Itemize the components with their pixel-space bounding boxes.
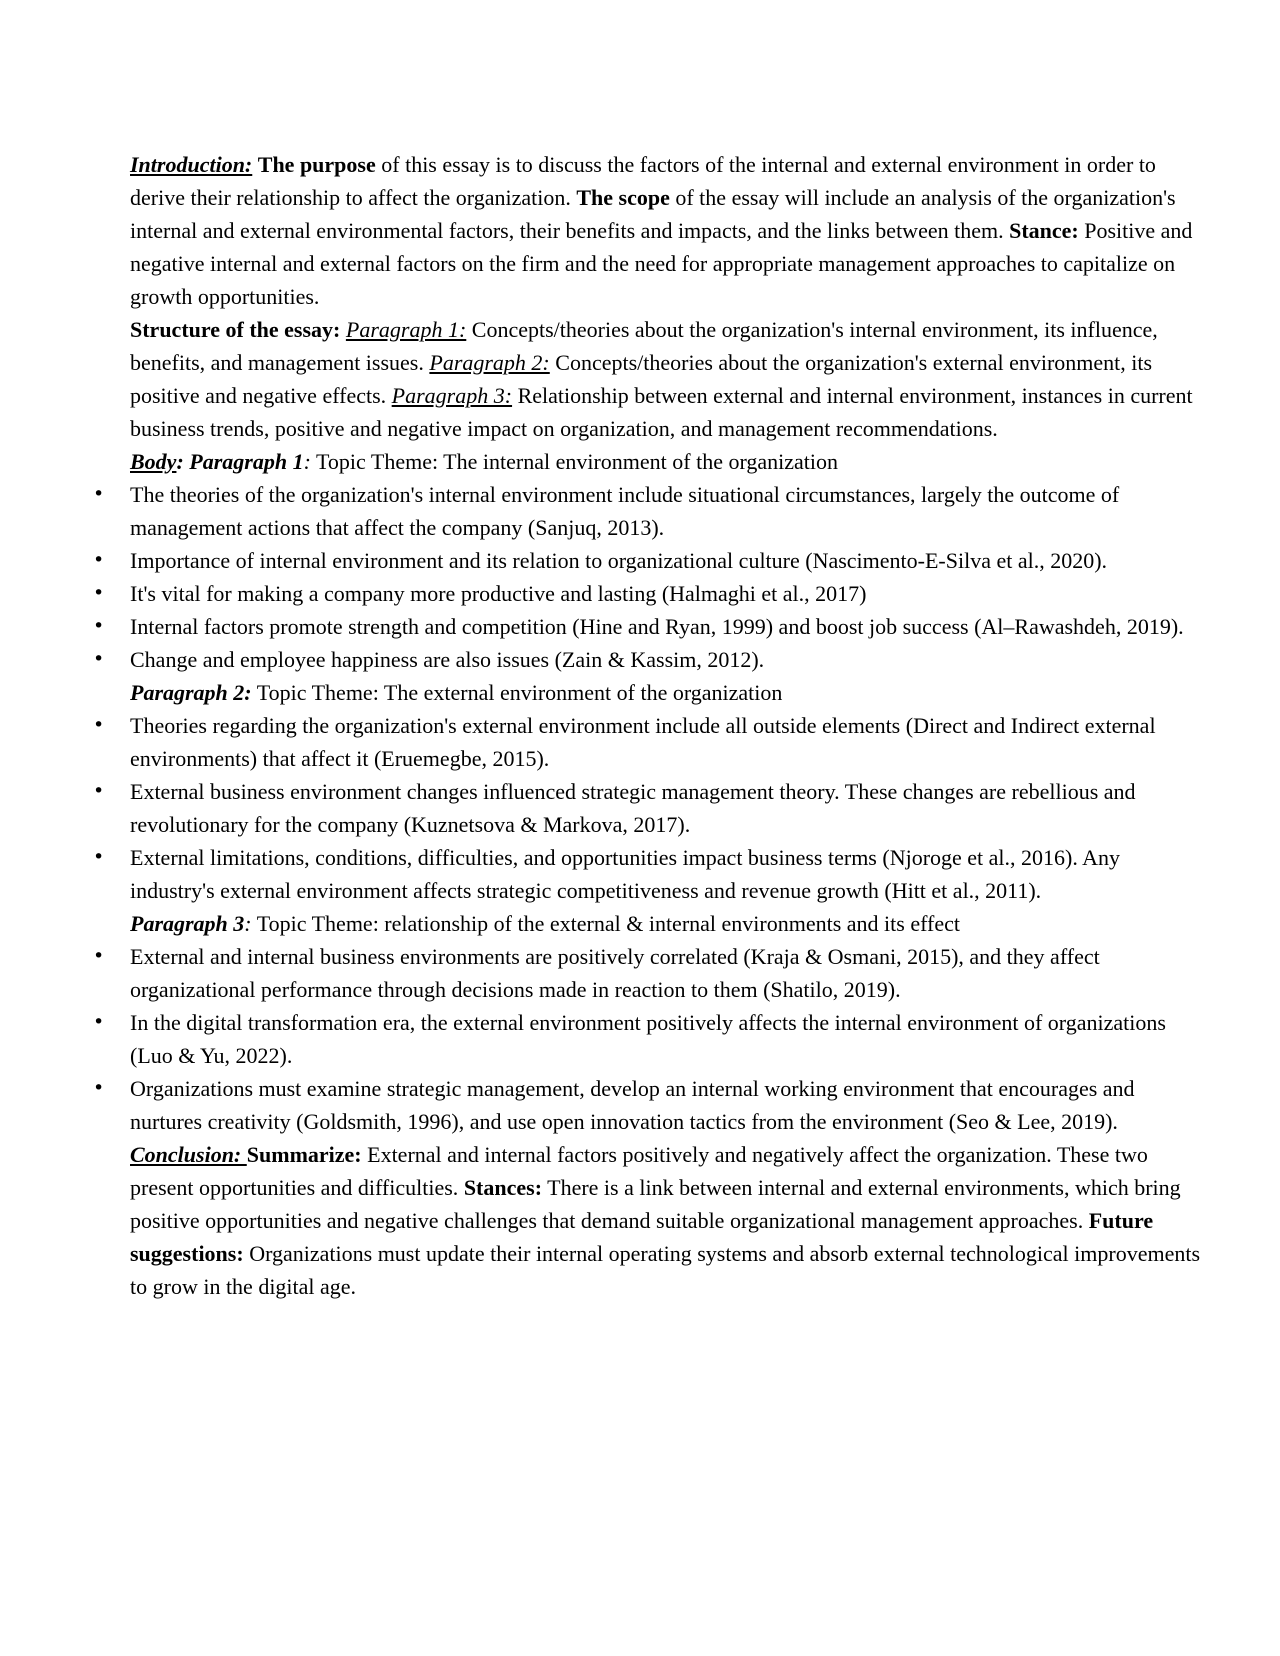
stance-label: Stance: xyxy=(1009,218,1079,243)
list-item: • External and internal business environments are positively correlated (Kraja & Osmani, 2015), and they affect organizational performance through decisions made in reaction to them (Shatilo, 2019). xyxy=(130,940,1210,1006)
structure-paragraph-1-label: Paragraph 1: xyxy=(345,317,467,342)
body-paragraph-2-theme xyxy=(130,676,1210,709)
scope-text: of the essay will include an analysis of the organization's internal and external environmental factors, their benefits and impacts, and the links between them. xyxy=(130,185,1176,243)
structure-label: Structure of the essay: xyxy=(130,317,341,342)
conclusion-heading: Conclusion: xyxy=(130,1142,247,1167)
structure-paragraph-3-label: Paragraph 3: xyxy=(391,383,513,408)
conclusion-paragraph xyxy=(130,1138,1210,1303)
paragraph-1-colon: : xyxy=(303,449,311,474)
summarize-label: Summarize: xyxy=(246,1142,362,1167)
stances-text: There is a link between internal and external environments, which bring positive opportunities and negative challenges that demand suitable organizational management approaches. xyxy=(130,1175,1181,1233)
introduction-paragraph xyxy=(130,148,1210,313)
future-suggestions-label: Future suggestions: xyxy=(130,1208,1154,1266)
purpose-label: The purpose xyxy=(257,152,376,177)
paragraph-3-label: Paragraph 3 xyxy=(130,911,245,936)
body-heading: Body xyxy=(130,449,177,474)
paragraph-2-label: Paragraph 2: xyxy=(130,680,252,705)
paragraph-3-colon: : xyxy=(244,911,252,936)
paragraph-3-bullets xyxy=(130,940,1210,1138)
essay-outline xyxy=(130,148,1210,1303)
body-paragraph-3-theme xyxy=(130,907,1210,940)
paragraph-1-theme: Topic Theme: The internal environment of the organization xyxy=(310,449,839,474)
list-item: • External limitations, conditions, difficulties, and opportunities impact business terms (Njoroge et al., 2016). Any industry's external environment affects strategic competitiveness and revenue growth (Hitt et al., 2011). xyxy=(130,841,1210,907)
body-paragraph-1-theme xyxy=(130,445,1210,478)
list-item: • The theories of the organization's internal environment include situational circumstances, largely the outcome of management actions that affect the company (Sanjuq, 2013). xyxy=(130,478,1210,544)
purpose-text: of this essay is to discuss the factors of the internal and external environment in order to derive their relationship to affect the organization. xyxy=(130,152,1156,210)
structure-paragraph xyxy=(130,313,1210,445)
introduction-heading: Introduction: xyxy=(130,152,253,177)
list-item: • Importance of internal environment and its relation to organizational culture (Nascimento-E-Silva et al., 2020). xyxy=(130,544,1210,577)
list-item: • Internal factors promote strength and competition (Hine and Ryan, 1999) and boost job success (Al–Rawashdeh, 2019). xyxy=(130,610,1210,643)
future-suggestions-text: Organizations must update their internal operating systems and absorb external technological improvements to grow in the digital age. xyxy=(130,1241,1201,1299)
list-item: • It's vital for making a company more productive and lasting (Halmaghi et al., 2017) xyxy=(130,577,1210,610)
structure-paragraph-2-text: Concepts/theories about the organization's external environment, its positive and negative effects. xyxy=(130,350,1153,408)
paragraph-3-theme: Topic Theme: relationship of the external & internal environments and its effect xyxy=(251,911,960,936)
list-item: • Change and employee happiness are also issues (Zain & Kassim, 2012). xyxy=(130,643,1210,676)
list-item: • Organizations must examine strategic management, develop an internal working environment that encourages and nurtures creativity (Goldsmith, 1996), and use open innovation tactics from the environment (Seo & Lee, 2019). xyxy=(130,1072,1210,1138)
paragraph-1-label: Paragraph 1 xyxy=(189,449,304,474)
structure-paragraph-3-text: Relationship between external and internal environment, instances in current business trends, positive and negative impact on organization, and management recommendations. xyxy=(130,383,1193,441)
list-item: • External business environment changes influenced strategic management theory. These changes are rebellious and revolutionary for the company (Kuznetsova & Markova, 2017). xyxy=(130,775,1210,841)
structure-paragraph-1-text: Concepts/theories about the organization's internal environment, its influence, benefits, and management issues. xyxy=(130,317,1158,375)
stances-label: Stances: xyxy=(463,1175,543,1200)
structure-paragraph-2-label: Paragraph 2: xyxy=(429,350,550,375)
scope-label: The scope xyxy=(576,185,670,210)
summarize-text: External and internal factors positively and negatively affect the organization. These two present opportunities and difficulties. xyxy=(130,1142,1148,1200)
list-item: • Theories regarding the organization's external environment include all outside elements (Direct and Indirect external environments) that affect it (Eruemegbe, 2015). xyxy=(130,709,1210,775)
body-heading-colon: : xyxy=(176,449,190,474)
paragraph-2-bullets xyxy=(130,709,1210,907)
list-item: • In the digital transformation era, the external environment positively affects the internal environment of organizations (Luo & Yu, 2022). xyxy=(130,1006,1210,1072)
paragraph-1-bullets xyxy=(130,478,1210,676)
stance-text: Positive and negative internal and external factors on the firm and the need for appropriate management approaches to capitalize on growth opportunities. xyxy=(130,218,1193,309)
paragraph-2-theme: Topic Theme: The external environment of the organization xyxy=(251,680,783,705)
